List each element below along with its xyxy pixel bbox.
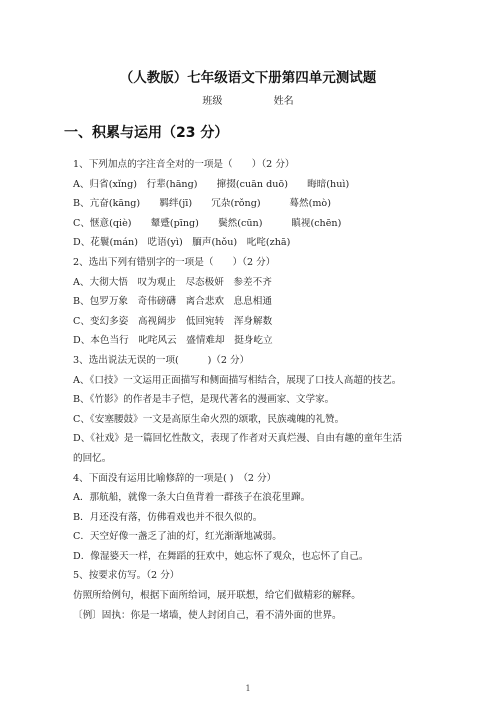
question-list — [73, 155, 433, 625]
page-title: （人教版）七年级语文下册第四单元测试题 — [119, 70, 377, 86]
text-line: D、《社戏》是一篇回忆性散文，表现了作者对天真烂漫、自由有趣的童年生活 — [73, 433, 403, 445]
text-line: C、变幻多姿 高视阔步 低回宛转 浑身解数 — [73, 315, 273, 327]
text-line: B．月还没有落，仿佛看戏也并不很久似的。 — [73, 511, 263, 523]
class-label: 班级 — [202, 96, 223, 107]
text-line: C、惬意(qiè) 颦蹙(pīng) 鬓然(cūn) 瞋视(chēn) — [73, 217, 342, 229]
text-line: B、包罗万象 奇伟磅礴 离合悲欢 息息相通 — [73, 296, 272, 308]
text-line: B、亢奋(kāng) 羁绊(jī) 冗杂(rǒng) 蓦然(mò) — [73, 198, 331, 210]
text-line: A．那航船，就像一条大白鱼背着一群孩子在浪花里蹿。 — [73, 492, 311, 504]
text-line: 5、按要求仿写。（2 分） — [73, 570, 180, 582]
text-line: 4、下面没有运用比喻修辞的一项是( ) （2 分） — [73, 472, 277, 484]
text-line: A、归省(xǐng) 行辈(hāng) 撺掇(cuān duō) 晦暗(huì) — [73, 178, 350, 190]
text-line: 1、下列加点的字注音全对的一项是（ ）（2 分） — [73, 159, 295, 170]
text-line: 3、选出说法无误的一项( )（2 分） — [73, 354, 250, 366]
class-name-line — [0, 92, 496, 107]
text-line: 仿照所给例句，根据下面所给词，展开联想，给它们做精彩的解释。 — [73, 590, 361, 602]
text-line: D、本色当行 叱咤风云 盛情难却 挺身屹立 — [73, 335, 273, 347]
text-line: A、大彻大悟 叹为观止 尽态极妍 参差不齐 — [73, 276, 272, 288]
text-line: 2、选出下列有错别字的一项是（ ）（2 分） — [73, 256, 276, 268]
text-line: C．天空好像一盏乏了油的灯，红光渐渐地减弱。 — [73, 531, 282, 543]
text-line: B、《竹影》的作者是丰子恺，是现代著名的漫画家、文学家。 — [73, 394, 335, 406]
page-number: 1 — [245, 684, 251, 693]
text-line: D、花鬟(mán) 呓语(yì) 腼声(hǒu) 叱咤(zhā) — [73, 237, 291, 249]
text-line: 〔例〕固执：你是一堵墙，使人封闭自己，看不清外面的世界。 — [73, 609, 342, 621]
section-heading: 一、积累与运用（23 分） — [64, 125, 229, 141]
text-line: A、《口技》一文运用正面描写和侧面描写相结合，展现了口技人高超的技艺。 — [73, 374, 402, 386]
name-label: 姓名 — [273, 96, 294, 107]
text-line: 的回忆。 — [73, 452, 112, 464]
text-line: D．像湿婆天一样，在舞蹈的狂欢中，她忘怀了观众，也忘怀了自己。 — [73, 550, 369, 562]
text-line: C、《安塞腰鼓》一文是高原生命火烈的颂歌，民族魂魄的礼赞。 — [73, 413, 345, 425]
